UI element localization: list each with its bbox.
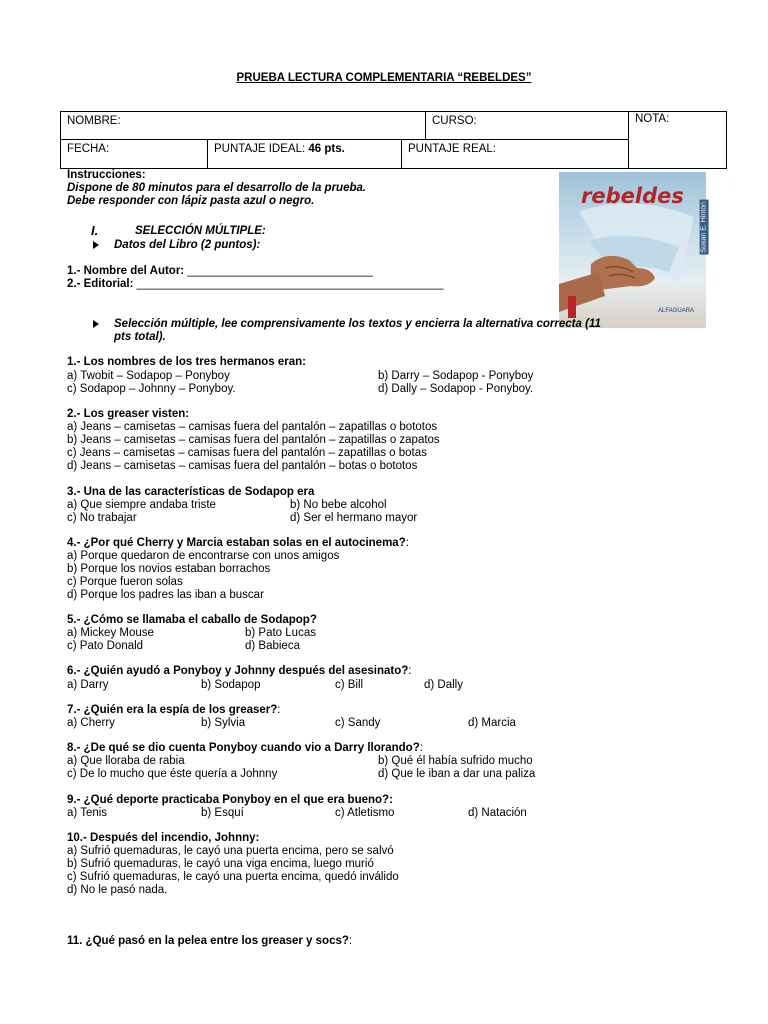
section-title: SELECCIÓN MÚLTIPLE: [135,225,266,237]
q7-option-c[interactable]: c) Sandy [335,717,381,729]
question-4 [67,537,409,550]
puntaje-real-cell[interactable] [402,140,629,168]
question-11-suffix: : [348,935,353,947]
q10-option-a[interactable]: a) Sufrió quemaduras, le cayó una puerta encima, pero se salvó [67,845,394,857]
autor-label: 1.- Nombre del Autor: [67,265,185,277]
q6-option-b[interactable]: b) Sodapop [201,679,261,691]
editorial-question [67,278,444,291]
q1-option-b[interactable]: b) Darry – Sodapop - Ponyboy [378,370,534,382]
q2-option-d[interactable]: d) Jeans – camisetas – camisas fuera del pantalón – botas o bototos [67,460,418,472]
puntaje-ideal-label: PUNTAJE IDEAL: [214,143,306,155]
question-8-suffix: : [419,742,423,754]
cover-publisher: ALFAGUARA [658,308,695,314]
curso-label: CURSO: [432,115,477,127]
question-2: 2.- Los greaser visten: [67,408,190,420]
cover-title: rebeldes [581,184,684,208]
q5-option-d[interactable]: d) Babieca [245,640,300,652]
q3-option-d[interactable]: d) Ser el hermano mayor [290,512,418,524]
q7-option-a[interactable]: a) Cherry [67,717,115,729]
q4-option-b[interactable]: b) Porque los novios estaban borrachos [67,563,271,575]
q7-option-d[interactable]: d) Marcia [468,717,516,729]
q8-option-a[interactable]: a) Que lloraba de rabia [67,755,185,767]
q8-option-c[interactable]: c) De lo mucho que éste quería a Johnny [67,768,278,780]
q8-option-d[interactable]: d) Que le iban a dar una paliza [378,768,536,780]
fecha-label: FECHA: [67,143,110,155]
fecha-cell[interactable] [61,140,208,168]
q7-option-b[interactable]: b) Sylvia [201,717,246,729]
datos-libro-heading: Datos del Libro (2 puntos): [114,239,261,251]
question-7 [67,704,280,717]
q9-option-c[interactable]: c) Atletismo [335,807,395,819]
seleccion-instructions-line-2: pts total). [114,331,166,343]
q2-option-b[interactable]: b) Jeans – camisetas – camisas fuera del pantalón – zapatillas o zapatos [67,434,440,446]
autor-question [67,265,373,278]
student-info-table [60,111,727,169]
question-11 [67,935,352,948]
question-5: 5.- ¿Cómo se llamaba el caballo de Sodapop? [67,614,317,626]
puntaje-ideal-cell [208,140,402,168]
q3-option-c[interactable]: c) No trabajar [67,512,137,524]
q1-option-d[interactable]: d) Dally – Sodapop - Ponyboy. [378,383,534,395]
instructions-heading: Instrucciones: [67,169,146,181]
editorial-answer-line[interactable]: ________________________________________________ [136,278,444,290]
q9-option-d[interactable]: d) Natación [468,807,527,819]
q6-option-c[interactable]: c) Bill [335,679,364,691]
instructions-line-2: Debe responder con lápiz pasta azul o negro. [67,195,315,207]
q3-option-a[interactable]: a) Que siempre andaba triste [67,499,216,511]
q10-option-d[interactable]: d) No le pasó nada. [67,884,168,896]
q3-option-b[interactable]: b) No bebe alcohol [290,499,387,511]
nombre-cell[interactable] [61,112,426,140]
page-title: PRUEBA LECTURA COMPLEMENTARIA “REBELDES” [236,72,532,84]
question-1: 1.- Los nombres de los tres hermanos eran: [67,356,307,368]
question-4-text: 4.- ¿Por qué Cherry y Marcia estaban solas en el autocinema? [67,537,406,549]
question-6-suffix: : [408,665,412,677]
question-6-text: 6.- ¿Quién ayudó a Ponyboy y Johnny después del asesinato? [67,665,409,677]
question-4-suffix: : [405,537,409,549]
nota-label: NOTA: [635,113,670,125]
arrow-bullet-icon [93,320,99,328]
q4-option-a[interactable]: a) Porque quedaron de encontrarse con unos amigos [67,550,340,562]
q10-option-b[interactable]: b) Sufrió quemaduras, le cayó una viga encima, luego murió [67,858,374,870]
book-cover-image [559,172,706,328]
q5-option-a[interactable]: a) Mickey Mouse [67,627,154,639]
question-3: 3.- Una de las características de Sodapop era [67,486,315,498]
curso-cell[interactable] [426,112,629,140]
question-8 [67,742,423,755]
nota-cell[interactable] [629,112,726,168]
q6-option-a[interactable]: a) Darry [67,679,109,691]
q1-option-c[interactable]: c) Sodapop – Johnny – Ponyboy. [67,383,236,395]
q9-option-a[interactable]: a) Tenis [67,807,108,819]
question-8-text: 8.- ¿De qué se dio cuenta Ponyboy cuando vio a Darry llorando? [67,742,420,754]
puntaje-real-label: PUNTAJE REAL: [408,143,496,155]
question-10: 10.- Después del incendio, Johnny: [67,832,260,844]
autor-answer-line[interactable]: _____________________________ [187,265,373,277]
q9-option-b[interactable]: b) Esquí [201,807,244,819]
arrow-bullet-icon [93,241,99,249]
editorial-label: 2.- Editorial: [67,278,134,290]
q5-option-b[interactable]: b) Pato Lucas [245,627,316,639]
q5-option-c[interactable]: c) Pato Donald [67,640,144,652]
question-7-text: 7.- ¿Quién era la espía de los greaser? [67,704,278,716]
q4-option-c[interactable]: c) Porque fueron solas [67,576,183,588]
q6-option-d[interactable]: d) Dally [424,679,463,691]
question-11-text: 11. ¿Qué pasó en la pelea entre los greaser y socs? [67,935,349,947]
q2-option-c[interactable]: c) Jeans – camisetas – camisas fuera del pantalón – zapatillas o botas [67,447,427,459]
question-9: 9.- ¿Qué deporte practicaba Ponyboy en el que era bueno?: [67,794,393,806]
puntaje-ideal-value: 46 pts. [308,143,345,155]
question-7-suffix: : [277,704,281,716]
q4-option-d[interactable]: d) Porque los padres las iban a buscar [67,589,264,601]
section-numeral: I. [91,223,99,238]
q10-option-c[interactable]: c) Sufrió quemaduras, le cayó una puerta encima, quedó inválido [67,871,399,883]
cover-author: Susan E. Hinton [701,202,708,253]
q2-option-a[interactable]: a) Jeans – camisetas – camisas fuera del pantalón – zapatillas o bototos [67,421,438,433]
question-6 [67,665,411,678]
q1-option-a[interactable]: a) Twobit – Sodapop – Ponyboy [67,370,230,382]
instructions-line-1: Dispone de 80 minutos para el desarrollo de la prueba. [67,182,367,194]
nombre-label: NOMBRE: [67,115,121,127]
q8-option-b[interactable]: b) Qué él había sufrido mucho [378,755,533,767]
seleccion-instructions-line-1: Selección múltiple, lee comprensivamente los textos y encierra la alternativa correcta (11 [114,318,601,330]
